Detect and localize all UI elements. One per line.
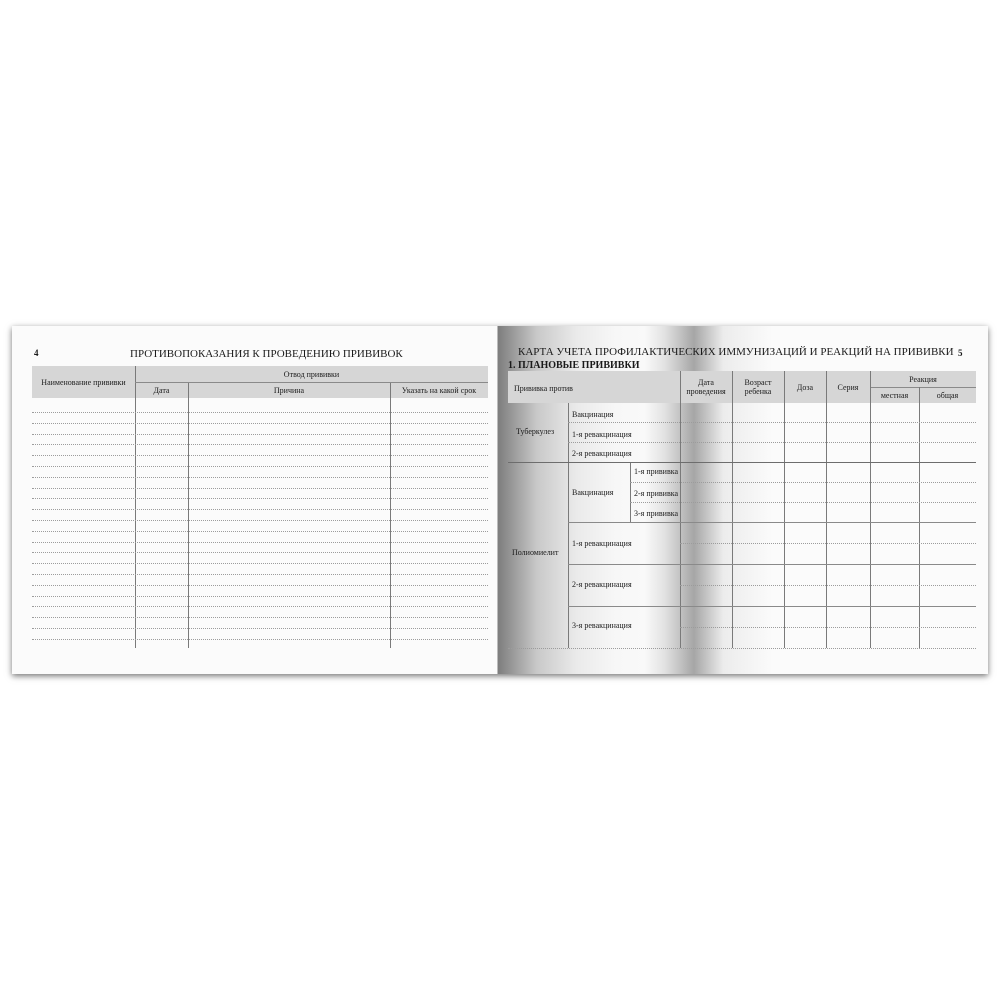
tuberculosis-label: Туберкулез: [516, 427, 555, 436]
dotted-rule: [32, 552, 488, 553]
dotted-rule: [32, 423, 488, 424]
page-title-left: ПРОТИВОПОКАЗАНИЯ К ПРОВЕДЕНИЮ ПРИВИВОК: [130, 348, 403, 360]
dotted-rule: [630, 482, 976, 483]
header-child-age: Возраст ребенка: [744, 378, 772, 396]
header-exemption: Отвод прививки: [283, 369, 340, 379]
header-date: Дата: [153, 385, 170, 395]
dotted-rule: [32, 574, 488, 575]
dotted-rule: [32, 617, 488, 618]
polio-dose-label: 1-я прививка: [634, 467, 679, 476]
row-divider: [568, 522, 976, 523]
dotted-rule: [32, 639, 488, 640]
section-divider: [508, 462, 976, 463]
dotted-rule: [680, 585, 976, 586]
tb-row-label: Вакцинация: [572, 410, 614, 419]
dotted-rule: [32, 455, 488, 456]
dotted-rule: [32, 498, 488, 499]
dotted-rule: [568, 442, 976, 443]
dotted-rule: [32, 542, 488, 543]
dotted-rule: [630, 502, 976, 503]
tb-row-label: 1-я ревакцинация: [572, 430, 632, 439]
dotted-rule: [32, 520, 488, 521]
header-term: Указать на какой срок: [401, 385, 477, 395]
header-reason: Причина: [273, 385, 305, 395]
row-divider: [568, 564, 976, 565]
page-title-right: КАРТА УЧЕТА ПРОФИЛАКТИЧЕСКИХ ИММУНИЗАЦИЙ И РЕАКЦИЙ НА ПРИВИВКИ: [518, 346, 954, 358]
polio-revaccination-label: 3-я ревакцинация: [572, 621, 632, 630]
tb-row-label: 2-я ревакцинация: [572, 449, 632, 458]
dotted-rule: [32, 477, 488, 478]
polio-revaccination-label: 1-я ревакцинация: [572, 539, 632, 548]
dotted-rule: [32, 531, 488, 532]
section-subtitle: 1. ПЛАНОВЫЕ ПРИВИВКИ: [508, 360, 640, 371]
header-series: Серия: [837, 382, 859, 392]
header-divider: [870, 387, 976, 388]
right-page: [498, 326, 988, 674]
column-divider: [919, 387, 920, 648]
booklet-spread: [12, 326, 988, 674]
polio-label: Полиомиелит: [512, 548, 559, 557]
header-divider: [135, 382, 488, 383]
dotted-rule: [32, 509, 488, 510]
dotted-rule: [32, 488, 488, 489]
header-reaction-general: общая: [936, 390, 959, 400]
column-divider: [188, 382, 189, 648]
page-number-right: 5: [958, 348, 963, 358]
left-page: [12, 326, 498, 674]
column-divider: [630, 462, 631, 522]
dotted-rule: [508, 648, 976, 649]
page-number-left: 4: [34, 348, 39, 358]
dotted-rule: [32, 585, 488, 586]
dotted-rule: [680, 543, 976, 544]
column-divider: [568, 403, 569, 648]
header-vaccine-name: Наименование прививки: [41, 377, 126, 387]
dotted-rule: [32, 444, 488, 445]
row-divider: [568, 606, 976, 607]
dotted-rule: [32, 596, 488, 597]
header-reaction-local: местная: [880, 390, 909, 400]
dotted-rule: [32, 606, 488, 607]
header-vaccine-against: Прививка против: [514, 384, 573, 393]
dotted-rule: [680, 627, 976, 628]
polio-vaccination-label: Вакцинация: [572, 488, 614, 497]
polio-revaccination-label: 2-я ревакцинация: [572, 580, 632, 589]
polio-dose-label: 2-я прививка: [634, 489, 679, 498]
polio-dose-label: 3-я прививка: [634, 509, 679, 518]
dotted-rule: [32, 466, 488, 467]
dotted-rule: [32, 412, 488, 413]
header-dose: Доза: [796, 382, 814, 392]
dotted-rule: [32, 563, 488, 564]
header-reaction: Реакция: [909, 374, 937, 384]
column-divider: [390, 382, 391, 648]
dotted-rule: [32, 628, 488, 629]
dotted-rule: [568, 422, 976, 423]
dotted-rule: [32, 434, 488, 435]
header-date-performed: Дата проведения: [686, 378, 726, 396]
